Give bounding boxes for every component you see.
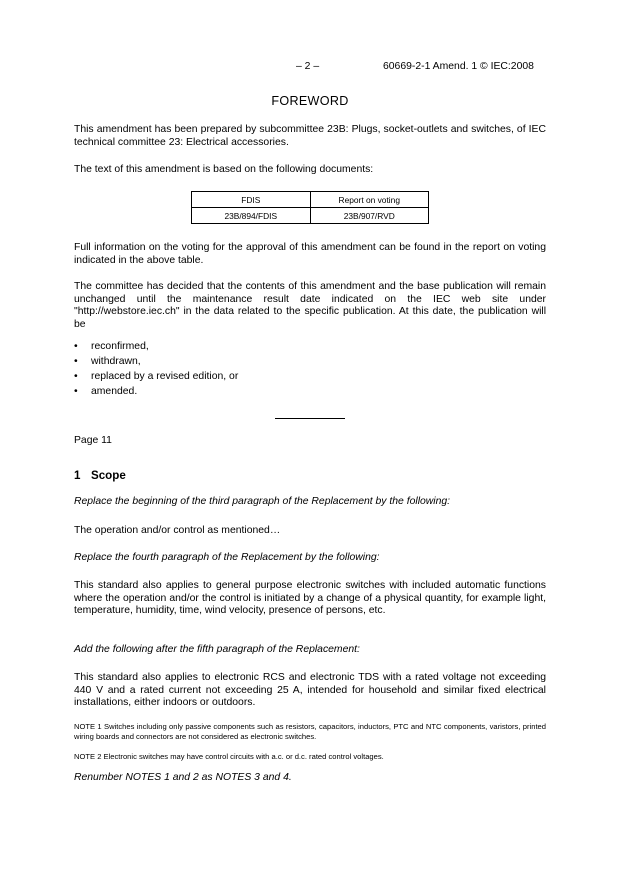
instruction-3: Add the following after the fifth paragraph of the Replacement: (74, 644, 360, 655)
list-item (74, 371, 238, 386)
instruction-4: Renumber NOTES 1 and 2 as NOTES 3 and 4. (74, 772, 292, 783)
document-reference: 60669-2-1 Amend. 1 © IEC:2008 (383, 61, 534, 72)
list-item (74, 386, 238, 401)
foreword-paragraph-2: The text of this amendment is based on the following documents: (74, 164, 374, 175)
list-item (74, 356, 238, 371)
bullet-icon: • (74, 386, 78, 397)
table-header-cell: FDIS (192, 192, 311, 208)
bullet-list (74, 341, 238, 401)
bullet-icon: • (74, 341, 78, 352)
voting-documents-table (191, 191, 429, 224)
instruction-2: Replace the fourth paragraph of the Replacement by the following: (74, 552, 380, 563)
note-2: NOTE 2 Electronic switches may have control circuits with a.c. or d.c. rated control voltages. (74, 752, 384, 761)
table-header-row (192, 192, 429, 208)
table-cell: 23B/907/RVD (310, 208, 429, 224)
list-item (74, 341, 238, 356)
bullet-icon: • (74, 356, 78, 367)
note-1: NOTE 1 Switches including only passive components such as resistors, capacitors, inductors, PTC and NTC components, varistors, printed wiring boards and connectors are not considered as electronic switches. (74, 722, 546, 741)
table-cell: 23B/894/FDIS (192, 208, 311, 224)
scope-title: Scope (91, 469, 126, 482)
section-divider (275, 418, 345, 419)
list-item-text: amended. (91, 386, 138, 397)
scope-heading (74, 469, 126, 482)
foreword-paragraph-3: Full information on the voting for the approval of this amendment can be found in the report on voting indicated in the above table. (74, 242, 546, 266)
list-item-text: reconfirmed, (91, 341, 149, 352)
page-reference: Page 11 (74, 435, 112, 446)
table-row (192, 208, 429, 224)
scope-text-1: The operation and/or control as mentioned… (74, 525, 281, 536)
page-number: – 2 – (296, 61, 320, 72)
scope-text-2: This standard also applies to general purpose electronic switches with included automatic functions where the operation and/or the control is initiated by a change of a physical quantity, for example light, temperature, humidity, time, wind velocity, presence of persons, etc. (74, 580, 546, 616)
foreword-paragraph-1: This amendment has been prepared by subcommittee 23B: Plugs, socket-outlets and switches, of IEC technical committee 23: Electrical accessories. (74, 124, 546, 148)
list-item-text: replaced by a revised edition, or (91, 371, 239, 382)
list-item-text: withdrawn, (91, 356, 141, 367)
bullet-icon: • (74, 371, 78, 382)
scope-text-3: This standard also applies to electronic RCS and electronic TDS with a rated voltage not exceeding 440 V and a rated current not exceeding 25 A, intended for household and similar fixed electrical installations, either indoors or outdoors. (74, 672, 546, 708)
foreword-title: FOREWORD (271, 94, 349, 108)
instruction-1: Replace the beginning of the third paragraph of the Replacement by the following: (74, 496, 451, 507)
table-header-cell: Report on voting (310, 192, 429, 208)
foreword-paragraph-4: The committee has decided that the contents of this amendment and the base publication will remain unchanged until the maintenance result date indicated on the IEC web site under "http://webstore.iec.ch" in the data related to the specific publication. At this date, the publication will be (74, 281, 546, 330)
scope-number: 1 (74, 469, 81, 482)
